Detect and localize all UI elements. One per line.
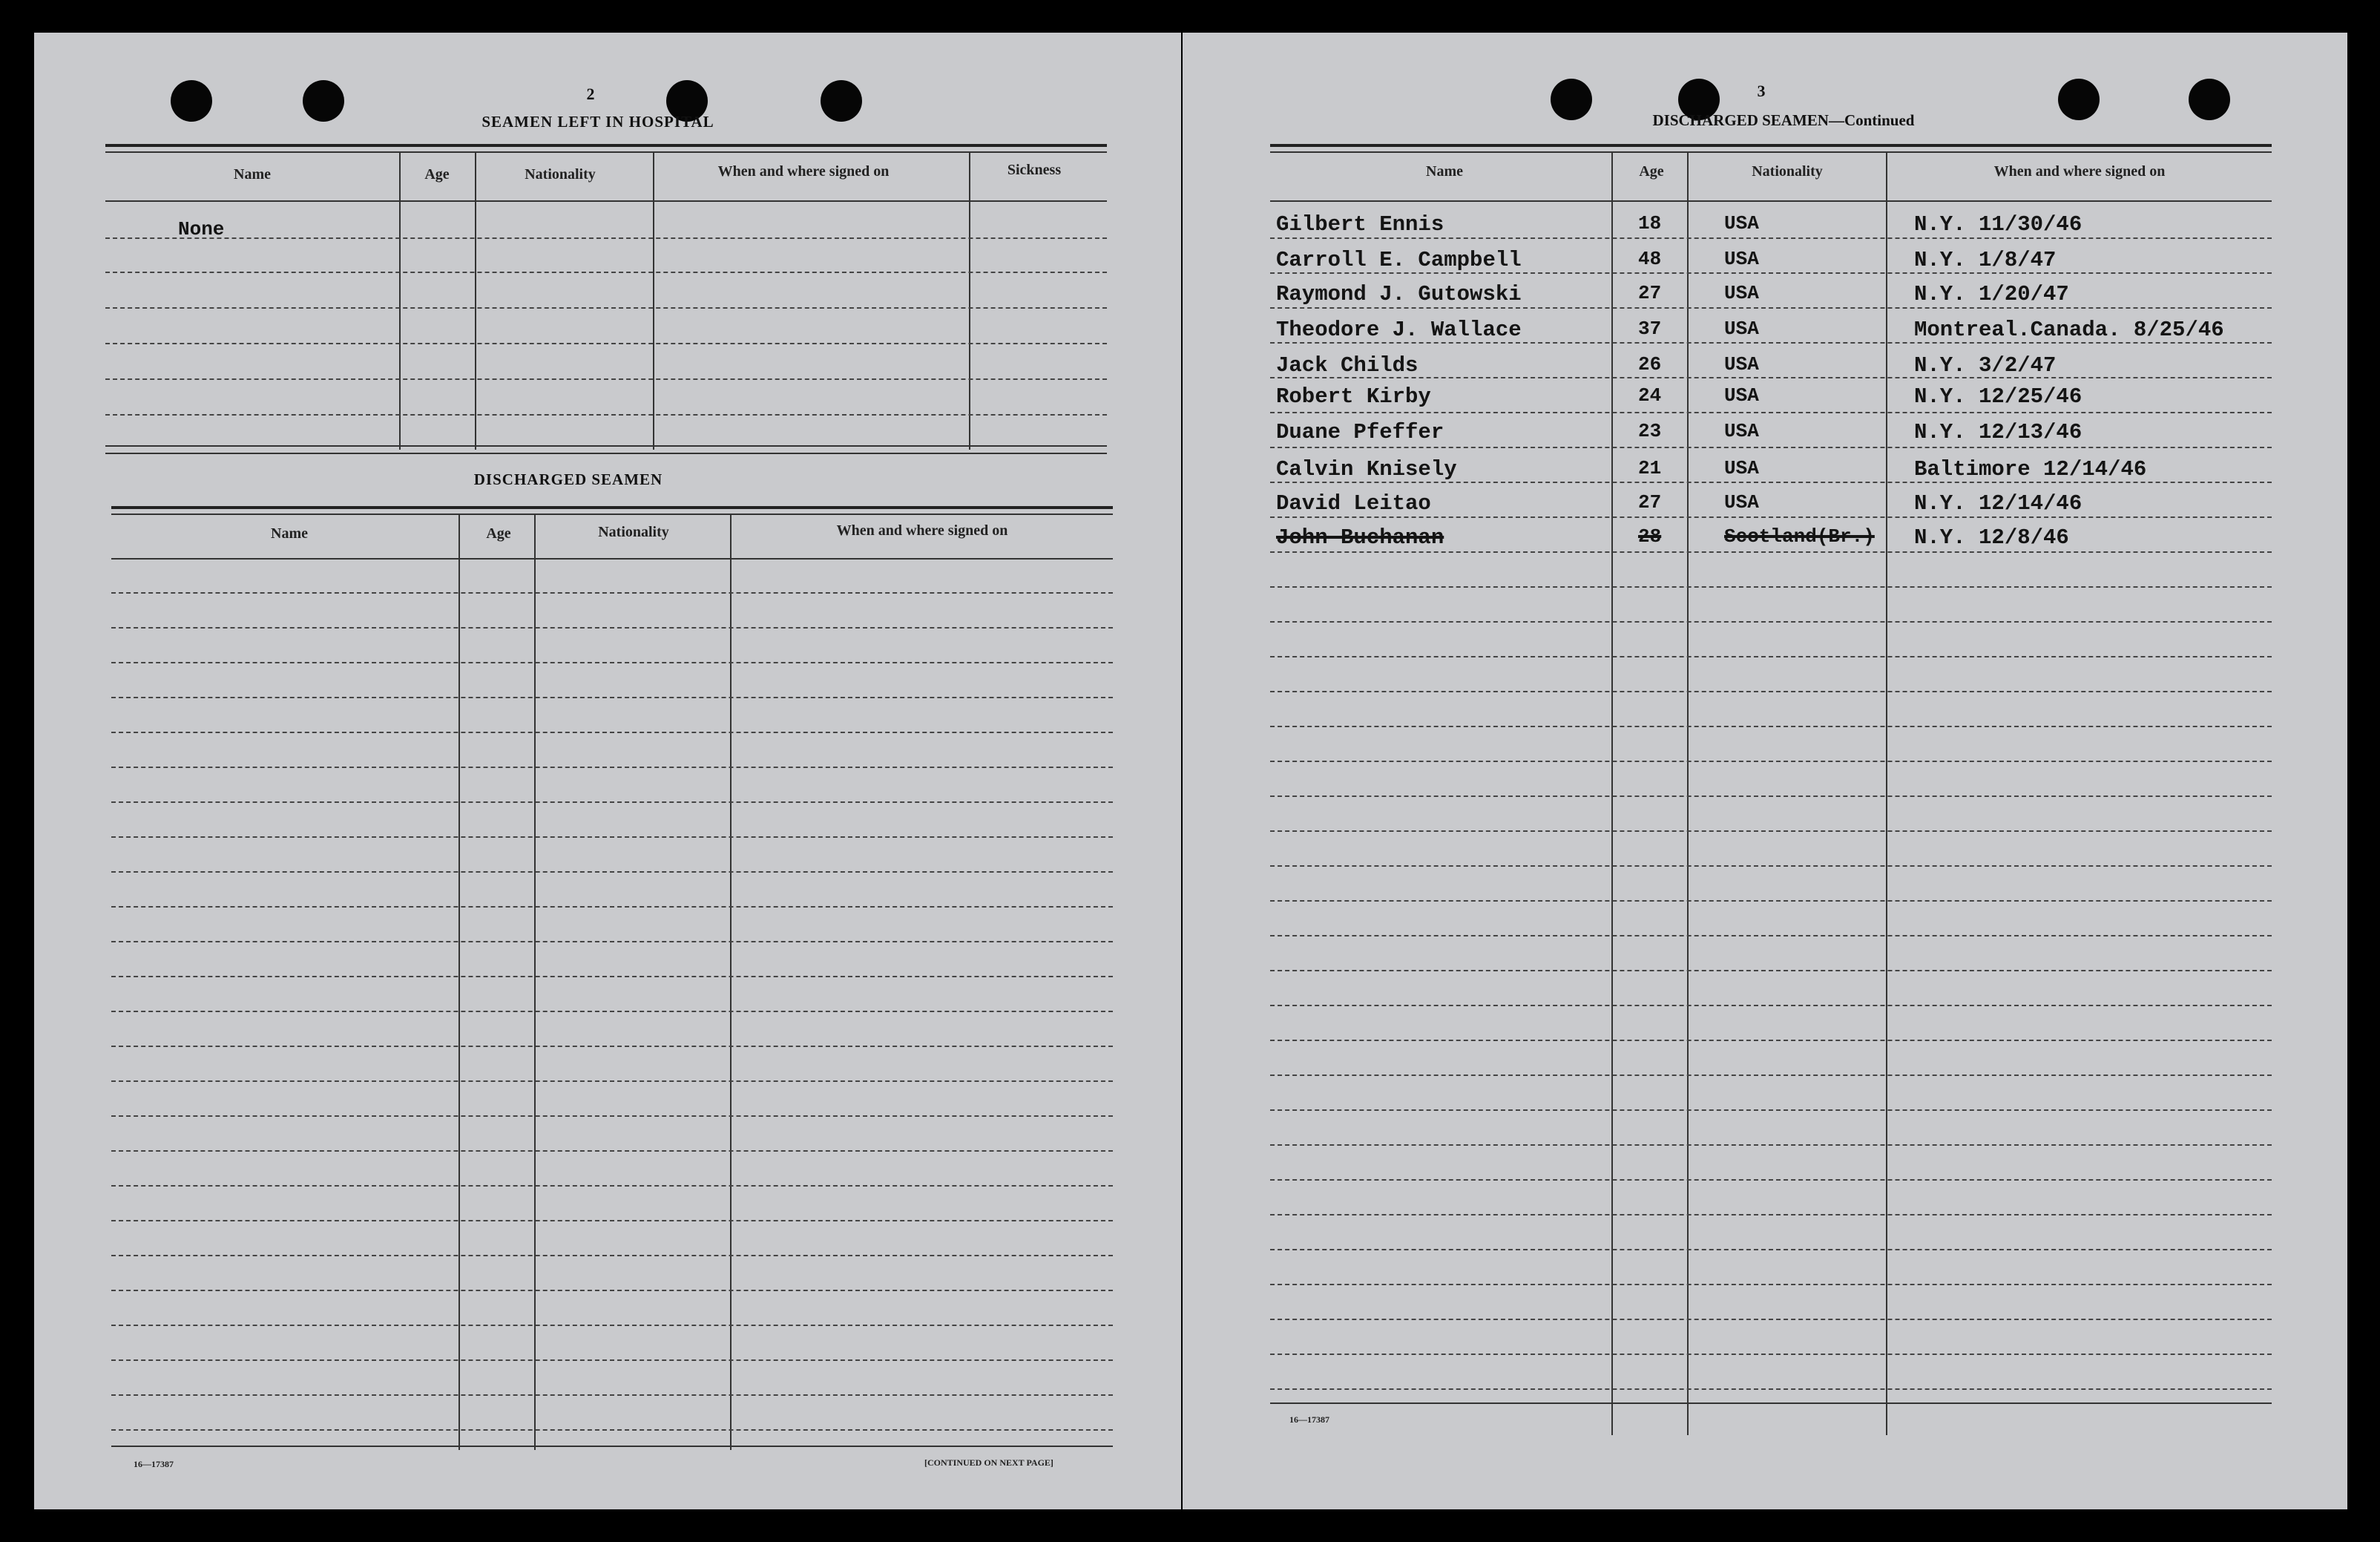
table-rule (111, 558, 1113, 560)
column-divider (1886, 151, 1887, 1435)
right-page (1183, 33, 2347, 1509)
column-header-nationality: Nationality (1752, 163, 1823, 180)
age-cell: 21 (1638, 457, 1662, 479)
column-header-nationality: Nationality (598, 524, 669, 540)
row-line (111, 871, 1113, 873)
row-line (111, 592, 1113, 594)
column-divider (653, 151, 654, 450)
row-line (1270, 1144, 2272, 1146)
name-cell: Raymond J. Gutowski (1276, 282, 1522, 306)
row-line (111, 1290, 1113, 1291)
row-line (111, 941, 1113, 942)
column-header-age: Age (1639, 163, 1664, 180)
column-divider (399, 151, 401, 450)
row-line (1270, 1040, 2272, 1041)
column-header-signed-on: When and where signed on (836, 522, 1008, 539)
age-cell: 28 (1638, 525, 1662, 548)
row-line (111, 1046, 1113, 1047)
row-line (1270, 1388, 2272, 1390)
row-line (1270, 656, 2272, 657)
row-line (1270, 551, 2272, 553)
row-line (1270, 586, 2272, 588)
age-cell: 23 (1638, 420, 1662, 442)
nationality-cell: USA (1724, 248, 1759, 270)
row-line (1270, 342, 2272, 344)
signed-on-cell: N.Y. 12/8/46 (1914, 525, 2069, 550)
age-cell: 27 (1638, 282, 1662, 304)
name-cell: John Buchanan (1276, 525, 1444, 550)
table-rule (111, 506, 1113, 509)
age-cell: 18 (1638, 212, 1662, 234)
signed-on-cell: N.Y. 3/2/47 (1914, 353, 2057, 378)
row-line (111, 662, 1113, 663)
row-line (111, 627, 1113, 629)
page-number: 3 (1757, 82, 1766, 100)
signed-on-cell: N.Y. 12/14/46 (1914, 491, 2082, 516)
age-cell: 24 (1638, 384, 1662, 407)
discharged-section-title: DISCHARGED SEAMEN (473, 470, 663, 488)
row-line (1270, 726, 2272, 727)
row-line (111, 976, 1113, 977)
nationality-cell: USA (1724, 282, 1759, 304)
row-line (111, 836, 1113, 838)
column-header-age: Age (424, 166, 450, 183)
row-line (111, 732, 1113, 733)
name-cell: Calvin Knisely (1276, 457, 1457, 482)
row-line (111, 1220, 1113, 1221)
column-divider (475, 151, 476, 450)
punch-hole (821, 80, 862, 122)
age-cell: 48 (1638, 248, 1662, 270)
table-rule (111, 1446, 1113, 1447)
row-line (105, 378, 1107, 380)
row-line (1270, 237, 2272, 239)
hospital-name-cell: None (178, 218, 225, 240)
row-line (1270, 377, 2272, 378)
row-line (1270, 621, 2272, 623)
column-header-name: Name (234, 166, 271, 183)
row-line (1270, 1249, 2272, 1250)
row-line (105, 343, 1107, 344)
nationality-cell: Scotland(Br.) (1724, 525, 1875, 548)
age-cell: 27 (1638, 491, 1662, 514)
row-line (1270, 1284, 2272, 1285)
row-line (111, 801, 1113, 803)
row-line (111, 1150, 1113, 1152)
age-cell: 37 (1638, 318, 1662, 340)
column-divider (458, 514, 460, 1450)
continued-note: [CONTINUED ON NEXT PAGE] (924, 1457, 1053, 1468)
row-line (111, 1011, 1113, 1012)
row-line (1270, 830, 2272, 832)
page-number: 2 (586, 85, 595, 103)
punch-hole (1551, 79, 1592, 120)
signed-on-cell: N.Y. 1/8/47 (1914, 248, 2057, 272)
row-line (1270, 447, 2272, 448)
name-cell: Theodore J. Wallace (1276, 318, 1522, 342)
hospital-section-title: SEAMEN LEFT IN HOSPITAL (481, 113, 714, 131)
table-rule (1270, 1402, 2272, 1404)
column-divider (534, 514, 536, 1450)
nationality-cell: USA (1724, 384, 1759, 407)
row-line (1270, 272, 2272, 274)
row-line (1270, 1075, 2272, 1076)
row-line (1270, 1214, 2272, 1215)
right-section-title: DISCHARGED SEAMEN—Continued (1652, 111, 1915, 129)
nationality-cell: USA (1724, 212, 1759, 234)
column-divider (730, 514, 732, 1450)
row-line (111, 1429, 1113, 1431)
row-line (1270, 482, 2272, 483)
row-line (1270, 1354, 2272, 1355)
table-rule (105, 445, 1107, 447)
column-header-nationality: Nationality (525, 166, 596, 183)
name-cell: David Leitao (1276, 491, 1431, 516)
table-rule (105, 200, 1107, 202)
row-line (1270, 516, 2272, 518)
name-cell: Robert Kirby (1276, 384, 1431, 409)
signed-on-cell: N.Y. 12/13/46 (1914, 420, 2082, 444)
signed-on-cell: N.Y. 1/20/47 (1914, 282, 2069, 306)
punch-hole (303, 80, 344, 122)
table-rule (105, 453, 1107, 454)
signed-on-cell: Baltimore 12/14/46 (1914, 457, 2147, 482)
punch-hole (2058, 79, 2100, 120)
column-divider (1611, 151, 1613, 1435)
left-page (34, 33, 1181, 1509)
name-cell: Jack Childs (1276, 353, 1419, 378)
form-number: 16—17387 (1289, 1414, 1329, 1425)
punch-hole (171, 80, 212, 122)
row-line (111, 1255, 1113, 1256)
column-divider (969, 151, 970, 450)
row-line (1270, 970, 2272, 971)
row-line (111, 697, 1113, 698)
nationality-cell: USA (1724, 318, 1759, 340)
table-rule (111, 514, 1113, 515)
row-line (111, 1394, 1113, 1396)
signed-on-cell: Montreal.Canada. 8/25/46 (1914, 318, 2224, 342)
row-line (1270, 1109, 2272, 1111)
row-line (1270, 1319, 2272, 1320)
row-line (1270, 761, 2272, 762)
column-header-sickness: Sickness (1007, 162, 1062, 178)
column-header-age: Age (486, 525, 511, 542)
name-cell: Duane Pfeffer (1276, 420, 1444, 444)
row-line (1270, 935, 2272, 936)
row-line (105, 237, 1107, 239)
column-header-signed-on: When and where signed on (1993, 163, 2166, 180)
column-header-name: Name (1426, 163, 1463, 180)
row-line (111, 1115, 1113, 1117)
row-line (105, 307, 1107, 309)
row-line (111, 1185, 1113, 1187)
row-line (1270, 900, 2272, 902)
row-line (1270, 691, 2272, 692)
row-line (111, 1359, 1113, 1361)
punch-hole (2189, 79, 2230, 120)
row-line (111, 767, 1113, 768)
row-line (1270, 1005, 2272, 1006)
name-cell: Gilbert Ennis (1276, 212, 1444, 237)
signed-on-cell: N.Y. 12/25/46 (1914, 384, 2082, 409)
table-rule (105, 151, 1107, 153)
table-rule (1270, 144, 2272, 147)
name-cell: Carroll E. Campbell (1276, 248, 1522, 272)
row-line (105, 414, 1107, 416)
row-line (111, 1325, 1113, 1326)
nationality-cell: USA (1724, 457, 1759, 479)
column-header-name: Name (271, 525, 308, 542)
nationality-cell: USA (1724, 420, 1759, 442)
age-cell: 26 (1638, 353, 1662, 375)
table-rule (1270, 200, 2272, 202)
row-line (1270, 795, 2272, 797)
row-line (1270, 1179, 2272, 1181)
row-line (1270, 865, 2272, 867)
column-divider (1687, 151, 1689, 1435)
row-line (111, 1080, 1113, 1082)
row-line (105, 272, 1107, 273)
column-header-signed-on: When and where signed on (717, 163, 890, 180)
form-number: 16—17387 (134, 1459, 174, 1469)
signed-on-cell: N.Y. 11/30/46 (1914, 212, 2082, 237)
row-line (111, 906, 1113, 908)
table-rule (1270, 151, 2272, 153)
nationality-cell: USA (1724, 491, 1759, 514)
row-line (1270, 307, 2272, 309)
nationality-cell: USA (1724, 353, 1759, 375)
table-rule (105, 144, 1107, 147)
row-line (1270, 412, 2272, 413)
